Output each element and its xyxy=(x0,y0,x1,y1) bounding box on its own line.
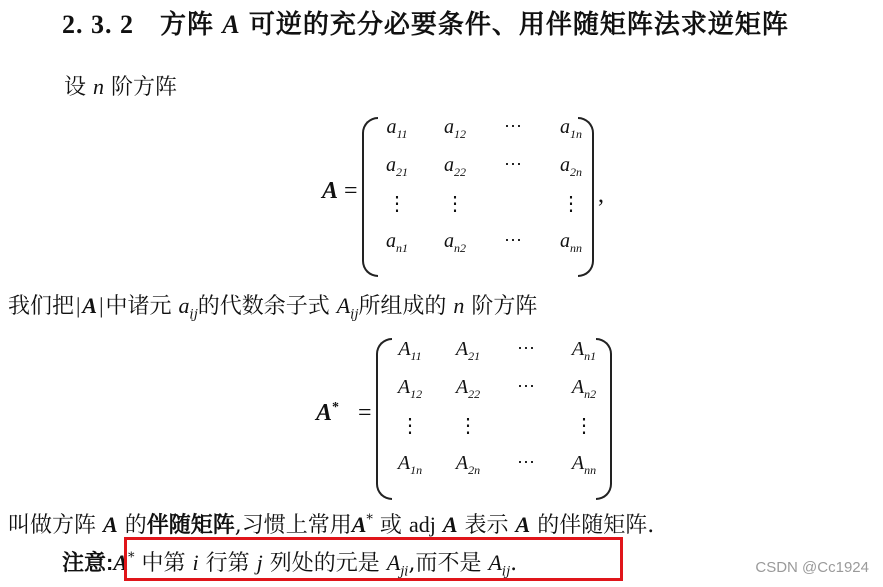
matrix-astar-cell: $A_{nn}$ xyxy=(571,452,597,477)
matrix-astar-equals: = xyxy=(358,400,372,426)
line3-text-6: 的伴随矩阵. xyxy=(537,513,655,538)
matrix-a-cell: ⋮ xyxy=(445,193,465,215)
line2-cofactor: A xyxy=(336,293,351,318)
section-number: 2. 3. 2 xyxy=(62,10,134,39)
matrix-astar-cell: ⋮ xyxy=(574,415,594,437)
matrix-astar-cell: $A_{11}$ xyxy=(398,338,422,363)
intro-var: n xyxy=(93,74,105,99)
matrix-astar-cell: $A_{12}$ xyxy=(397,376,423,401)
heading-variable: A xyxy=(222,10,241,39)
note-j: j xyxy=(256,550,263,575)
line3-a-3: A xyxy=(442,512,458,537)
matrix-astar-label-a: A xyxy=(316,400,333,426)
adjugate-term: 伴随矩阵 xyxy=(146,512,235,538)
matrix-astar-cell: ⋮ xyxy=(400,415,420,437)
matrix-astar-cell: ⋯ xyxy=(517,338,535,358)
matrix-a-cell: $a_{1n}$ xyxy=(560,116,582,141)
note-aij-sub: ij xyxy=(501,564,511,580)
matrix-astar-star: * xyxy=(332,400,340,415)
matrix-a-cell: $a_{12}$ xyxy=(444,116,466,141)
line3-adj: adj xyxy=(408,512,436,537)
line3-text-4: 或 xyxy=(379,513,402,538)
matrix-a-cell: ⋮ xyxy=(387,193,407,215)
line3-star: * xyxy=(366,512,373,528)
section-heading xyxy=(62,4,789,41)
line2-text-2: 中诸元 xyxy=(105,294,172,319)
note-i: i xyxy=(192,550,199,575)
intro-before: 设 xyxy=(64,75,87,100)
highlight-box xyxy=(124,537,623,581)
note-label: 注意: xyxy=(62,550,114,575)
matrix-a-cell: $a_{21}$ xyxy=(386,154,408,179)
line2-elem: a xyxy=(178,293,190,318)
matrix-a-cell: $a_{nn}$ xyxy=(560,230,582,255)
det-bar-open: | xyxy=(76,293,81,318)
line3-text-5: 表示 xyxy=(464,513,509,538)
matrix-astar-cell: $A_{n2}$ xyxy=(571,376,597,401)
matrix-astar-cell: $A_{n1}$ xyxy=(571,338,597,363)
note-a: A xyxy=(113,550,129,575)
cofactor-sentence xyxy=(8,289,537,322)
line2-text-3: 的代数余子式 xyxy=(197,294,330,319)
heading-text-before: 方阵 xyxy=(160,9,215,39)
matrix-a-cell: $a_{2n}$ xyxy=(560,154,582,179)
note-text-2: 行第 xyxy=(205,551,250,576)
note-aji-sub: ji xyxy=(400,564,409,580)
line3-text-2: 的 xyxy=(124,513,147,538)
note-star: * xyxy=(128,550,135,566)
matrix-astar-cell: ⋯ xyxy=(517,376,535,396)
matrix-astar-cell: $A_{21}$ xyxy=(455,338,481,363)
line3-text-1: 叫做方阵 xyxy=(8,513,97,538)
line2-cofactor-sub: ij xyxy=(350,307,359,323)
matrix-astar-cell: $A_{22}$ xyxy=(455,376,481,401)
line2-text-4: 所组成的 xyxy=(358,294,447,319)
note-text-3: 列处的元是 xyxy=(269,551,380,576)
matrix-a-cell: $a_{n2}$ xyxy=(444,230,466,255)
line2-var-a: A xyxy=(82,293,98,318)
matrix-a-label: A xyxy=(322,178,339,204)
line3-a-4: A xyxy=(515,512,531,537)
matrix-a-comma: , xyxy=(598,182,604,208)
adjugate-definition xyxy=(8,508,654,539)
intro-after: 阶方阵 xyxy=(111,75,178,100)
matrix-astar-cell: ⋮ xyxy=(458,415,478,437)
note-text-1: 中第 xyxy=(141,551,186,576)
note-aji: A xyxy=(386,550,401,575)
note-text-5: . xyxy=(510,551,518,576)
line3-a-2: A xyxy=(351,512,367,537)
matrix-astar-cell: $A_{2n}$ xyxy=(455,452,481,477)
matrix-a-equals: = xyxy=(344,178,358,204)
heading-text-after: 可逆的充分必要条件、用伴随矩阵法求逆矩阵 xyxy=(248,9,789,39)
matrix-a-cell: ⋯ xyxy=(504,116,522,136)
line2-text-1: 我们把 xyxy=(8,294,75,319)
note-text-4: ,而不是 xyxy=(408,551,482,576)
matrix-a-cell: $a_{n1}$ xyxy=(386,230,408,255)
line3-text-3: ,习惯上常用 xyxy=(234,513,352,538)
matrix-a-cell: $a_{11}$ xyxy=(386,116,408,141)
matrix-astar-label xyxy=(316,400,339,427)
matrix-astar-cell: $A_{1n}$ xyxy=(397,452,423,477)
matrix-a-cell: ⋮ xyxy=(561,193,581,215)
line3-a-1: A xyxy=(103,512,118,537)
note-aij: A xyxy=(488,550,502,575)
matrix-a-cell: ⋯ xyxy=(504,154,522,174)
line2-n: n xyxy=(453,293,465,318)
line2-text-5: 阶方阵 xyxy=(471,294,538,319)
watermark: CSDN @Cc1924 xyxy=(755,559,869,576)
matrix-a-cell: $a_{22}$ xyxy=(444,154,466,179)
intro-line xyxy=(64,70,177,101)
det-bar-close: | xyxy=(99,293,104,318)
matrix-a-cell: ⋯ xyxy=(504,230,522,250)
matrix-astar-cell: ⋯ xyxy=(517,452,535,472)
line2-elem-sub: ij xyxy=(189,307,198,323)
